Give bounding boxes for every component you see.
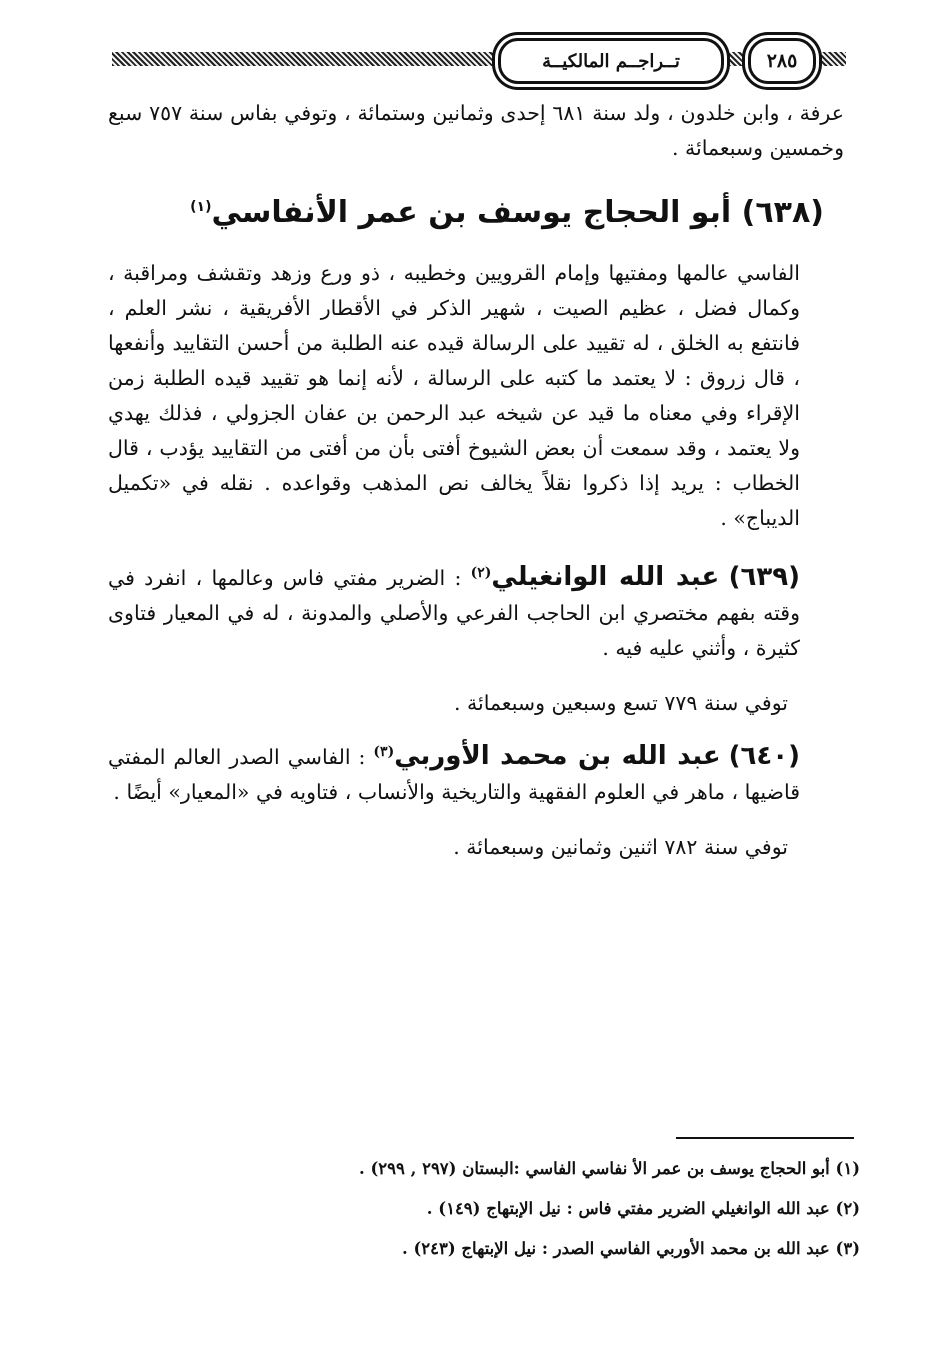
footnote-1: (١) أبو الحجاج يوسف بن عمر الأ نفاسي الفاسي :البستان (٢٩٧ , ٢٩٩) . [358,1159,860,1178]
header-ornament-rule [112,52,846,66]
entry-heading [108,188,844,238]
entry-name: أبو الحجاج يوسف بن عمر الأنفاسي [211,195,732,230]
footnote-reference: (٣) [373,744,395,761]
header-title [498,38,724,84]
entry-inline-text: : الفاسي الصدر العالم المفتي قاضيها ، ماهر في العلوم الفقهية والتاريخية والأنساب ، فتاويه في «المعيار» أيضًا . [108,745,800,804]
entry-number: (٦٤٠) [728,741,800,771]
entry-639 [108,560,844,666]
footnote-separator [676,1137,854,1139]
entry-number: (٦٣٩) [728,562,800,592]
header-title-text: تــراجــم المالكيــة [542,50,680,72]
death-date-640: توفي سنة ٧٨٢ اثنين وثمانين وسبعمائة . [453,835,788,859]
entry-name: عبد الله الوانغيلي [491,562,720,592]
running-header [112,30,846,88]
entry-inline-text: : الضرير مفتي فاس وعالمها ، انفرد في وقته بفهم مختصري ابن الحاجب الفرعي والأصلي والمدونة ، له في المعيار فتاوى كثيرة ، وأثني عليه فيه . [108,566,800,660]
entry-number: (٦٣٨) [741,195,824,230]
entry-paragraph [108,739,844,810]
footnote-2: (٢) عبد الله الوانغيلي الضرير مفتي فاس : نيل الإبتهاج (١٤٩) . [426,1199,860,1218]
page-number-text: ٢٨٥ [766,50,798,72]
page-number [748,38,816,84]
footnotes [100,1156,860,1276]
entry-paragraph [108,560,844,666]
entry-name: عبد الله بن محمد الأوربي [394,741,721,771]
entry-638 [108,188,844,536]
footnote-reference: (١) [190,199,212,215]
death-date-639: توفي سنة ٧٧٩ تسع وسبعين وسبعمائة . [453,691,788,715]
footnote-3: (٣) عبد الله بن محمد الأوربي الفاسي الصدر : نيل الإبتهاج (٢٤٣) . [401,1239,860,1258]
footnote-reference: (٢) [470,565,492,582]
entry-body: الفاسي عالمها ومفتيها وإمام القرويين وخطيبه ، ذو ورع وزهد وتقشف ومراقبة ، وكمال فضل ، عظيم الصيت ، شهير الذكر في الأقطار الأفريقية ، نشر العلم ، فانتفع به الخلق ، له تقييد على الرسالة قيده عنه الطلبة من أحسن التقاييد وأنفعها ، قال زروق : لا يعتمد ما كتبه على الرسالة ، لأنه إنما هو تقييد قيده الطلبة زمن الإقراء وفي معناه ما قيد عن شيخه عبد الرحمن بن عفان الجزولي ، فذلك يهدي ولا يعتمد ، وقد سمعت أن بعض الشيوخ أفتى بأن من أفتى من التقاييد يؤدب ، قال الخطاب : يريد إذا ذكروا نقلاً يخالف نص المذهب وقواعده . نقله في «تكميل الديباج» . [108,261,800,530]
main-text [108,96,844,883]
continuation-paragraph: عرفة ، وابن خلدون ، ولد سنة ٦٨١ إحدى وثمانين وستمائة ، وتوفي بفاس سنة ٧٥٧ سبع وخمسين وسبعمائة . [108,101,844,160]
entry-640 [108,739,844,810]
